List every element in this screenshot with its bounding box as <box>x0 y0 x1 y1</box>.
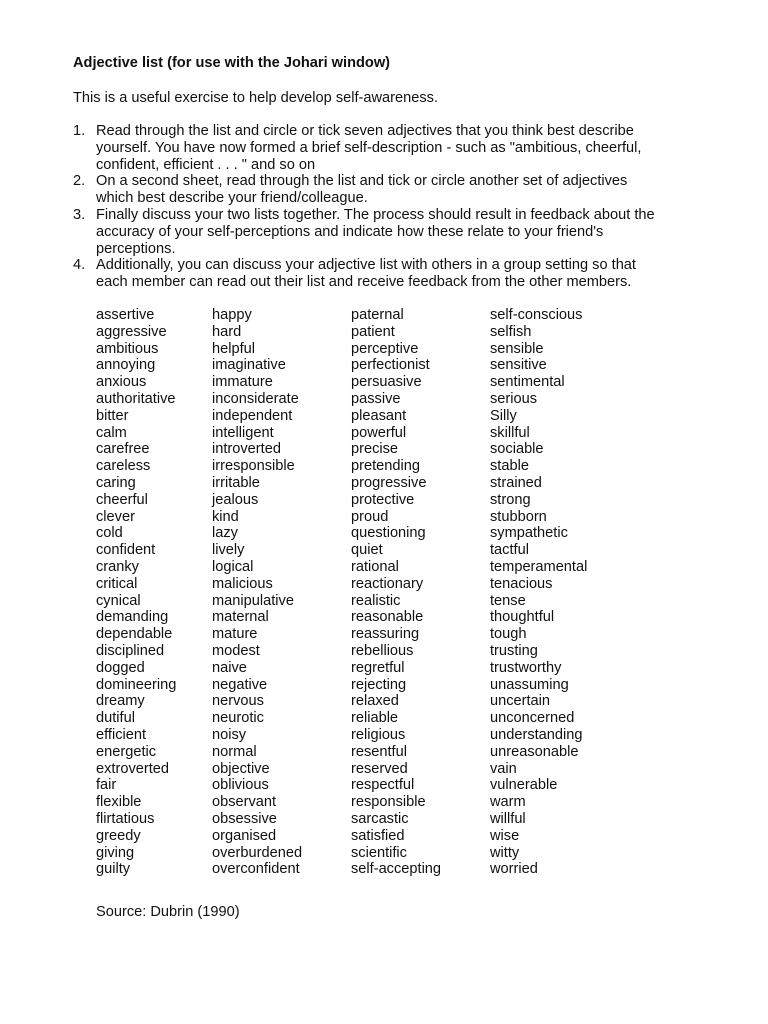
adjective-item: scientific <box>351 844 407 861</box>
adjective-item: extroverted <box>96 760 170 777</box>
instruction-step <box>73 207 713 257</box>
adjective-item: malicious <box>212 575 273 592</box>
adjective-item: jealous <box>212 491 259 508</box>
adjective-item: skillful <box>490 424 530 441</box>
source-citation: Source: Dubrin (1990) <box>96 904 240 920</box>
adjective-item: ambitious <box>96 340 159 357</box>
adjective-item: organised <box>212 827 277 844</box>
adjective-item: progressive <box>351 474 427 491</box>
adjective-item: immature <box>212 374 273 391</box>
step-line: each member can read out their list and receive feedback from the other members. <box>96 274 632 291</box>
adjective-item: fair <box>96 777 117 794</box>
adjective-item: understanding <box>490 726 583 743</box>
adjective-item: efficient <box>96 726 147 743</box>
adjective-item: reactionary <box>351 575 424 592</box>
adjective-item: strained <box>490 474 542 491</box>
adjective-item: unassuming <box>490 676 569 693</box>
adjective-item: tough <box>490 626 527 643</box>
adjective-item: resentful <box>351 743 407 760</box>
adjective-item: overconfident <box>212 861 300 878</box>
step-line: Read through the list and circle or tick seven adjectives that you think best describe <box>96 123 634 139</box>
adjective-item: modest <box>212 642 260 659</box>
adjective-item: willful <box>490 810 526 827</box>
adjective-item: dutiful <box>96 710 135 727</box>
adjective-item: unreasonable <box>490 743 579 760</box>
adjective-item: logical <box>212 558 254 575</box>
adjective-item: naive <box>212 659 247 676</box>
adjective-item: sentimental <box>490 374 565 391</box>
adjective-item: rejecting <box>351 676 407 693</box>
adjective-item: neurotic <box>212 710 264 727</box>
adjective-item: manipulative <box>212 592 294 609</box>
adjective-item: intelligent <box>212 424 274 441</box>
adjective-item: cheerful <box>96 491 148 508</box>
adjective-item: objective <box>212 760 270 777</box>
adjective-item: inconsiderate <box>212 390 299 407</box>
adjective-item: nervous <box>212 693 264 710</box>
step-number: 3. <box>73 206 86 223</box>
adjective-item: reserved <box>351 760 408 777</box>
adjective-item: reasonable <box>351 609 424 626</box>
adjective-item: introverted <box>212 441 281 458</box>
adjective-item: confident <box>96 542 156 559</box>
adjective-item: religious <box>351 726 406 743</box>
adjective-item: patient <box>351 323 395 340</box>
adjective-item: cranky <box>96 558 139 575</box>
adjective-item: relaxed <box>351 693 399 710</box>
adjective-item: overburdened <box>212 844 303 861</box>
adjective-item: tense <box>490 592 526 609</box>
adjective-item: helpful <box>212 340 256 357</box>
adjective-item: unconcerned <box>490 710 575 727</box>
adjective-item: stubborn <box>490 508 547 525</box>
adjective-item: calm <box>96 424 127 441</box>
adjective-item: independent <box>212 407 293 424</box>
instruction-step <box>73 123 713 173</box>
adjective-item: persuasive <box>351 374 422 391</box>
adjective-item: cold <box>96 525 123 542</box>
step-line: Additionally, you can discuss your adjective list with others in a group setting so that <box>96 257 636 274</box>
adjective-item: sarcastic <box>351 810 409 827</box>
adjective-item: guilty <box>96 861 131 878</box>
adjective-item: anxious <box>96 374 147 391</box>
adjective-item: clever <box>96 508 135 525</box>
adjective-item: happy <box>212 307 252 323</box>
step-line: On a second sheet, read through the list and tick or circle another set of adjectives <box>96 173 628 190</box>
adjective-item: kind <box>212 508 239 525</box>
adjective-item: rebellious <box>351 642 414 659</box>
step-line: Finally discuss your two lists together. The process should result in feedback about the <box>96 206 655 223</box>
adjective-item: dependable <box>96 626 173 643</box>
adjective-item: flexible <box>96 794 142 811</box>
adjective-item: tenacious <box>490 575 553 592</box>
adjective-item: responsible <box>351 794 426 811</box>
adjective-item: cynical <box>96 592 141 609</box>
adjective-item: aggressive <box>96 323 167 340</box>
adjective-item: trusting <box>490 642 538 659</box>
step-line: yourself. You have now formed a brief self-description - such as "ambitious, cheerful, <box>96 139 642 156</box>
adjective-item: tactful <box>490 542 529 559</box>
adjective-item: observant <box>212 794 277 811</box>
adjective-item: assertive <box>96 307 155 323</box>
adjective-item: normal <box>212 743 257 760</box>
adjective-item: reliable <box>351 710 399 727</box>
step-line: which best describe your friend/colleague. <box>96 190 368 207</box>
adjective-item: questioning <box>351 525 426 542</box>
adjective-item: selfish <box>490 323 532 340</box>
adjective-item: serious <box>490 390 538 407</box>
adjective-item: dogged <box>96 659 145 676</box>
adjective-item: reassuring <box>351 626 420 643</box>
adjective-item: dreamy <box>96 693 145 710</box>
adjective-item: strong <box>490 491 531 508</box>
step-line: accuracy of your self-perceptions and indicate how these relate to your friend's <box>96 223 604 240</box>
adjective-item: irresponsible <box>212 458 295 475</box>
adjective-column <box>96 307 176 878</box>
adjective-item: powerful <box>351 424 407 441</box>
adjective-item: regretful <box>351 659 405 676</box>
adjective-item: hard <box>212 323 242 340</box>
adjective-item: flirtatious <box>96 810 155 827</box>
adjective-item: perceptive <box>351 340 419 357</box>
step-number: 2. <box>73 173 86 190</box>
adjective-item: vain <box>490 760 517 777</box>
adjective-item: temperamental <box>490 558 588 575</box>
adjective-item: demanding <box>96 609 169 626</box>
adjective-item: disciplined <box>96 642 165 659</box>
adjective-item: imaginative <box>212 357 286 374</box>
adjective-item: warm <box>490 794 526 811</box>
adjective-item: annoying <box>96 357 156 374</box>
adjective-item: noisy <box>212 726 247 743</box>
adjective-item: self-conscious <box>490 307 583 323</box>
adjective-item: perfectionist <box>351 357 430 374</box>
page-title: Adjective list (for use with the Johari window) <box>73 55 391 71</box>
adjective-item: thoughtful <box>490 609 555 626</box>
adjective-item: sympathetic <box>490 525 568 542</box>
adjective-item: critical <box>96 575 138 592</box>
adjective-column <box>212 307 302 878</box>
adjective-item: witty <box>490 844 520 861</box>
adjective-item: quiet <box>351 542 383 559</box>
adjective-item: oblivious <box>212 777 269 794</box>
adjective-item: lively <box>212 542 245 559</box>
adjective-item: uncertain <box>490 693 551 710</box>
adjective-item: self-accepting <box>351 861 442 878</box>
step-number: 4. <box>73 257 86 274</box>
adjective-column <box>351 307 441 878</box>
intro-text: This is a useful exercise to help develop self-awareness. <box>73 90 439 106</box>
step-line: perceptions. <box>96 240 176 257</box>
instruction-step <box>73 173 713 207</box>
adjective-item: giving <box>96 844 135 861</box>
adjective-item: careless <box>96 458 151 475</box>
adjective-item: negative <box>212 676 268 693</box>
adjective-item: respectful <box>351 777 415 794</box>
adjective-item: precise <box>351 441 399 458</box>
adjective-item: wise <box>490 827 520 844</box>
adjective-item: sensible <box>490 340 544 357</box>
step-number: 1. <box>73 123 86 139</box>
adjective-item: proud <box>351 508 389 525</box>
adjective-item: irritable <box>212 474 260 491</box>
adjective-item: paternal <box>351 307 404 323</box>
adjective-column <box>490 307 587 878</box>
adjective-item: Silly <box>490 407 517 424</box>
adjective-item: pleasant <box>351 407 407 424</box>
adjective-item: sensitive <box>490 357 547 374</box>
adjective-item: sociable <box>490 441 544 458</box>
adjective-item: caring <box>96 474 136 491</box>
adjective-item: worried <box>490 861 538 878</box>
adjective-item: satisfied <box>351 827 405 844</box>
adjective-item: maternal <box>212 609 269 626</box>
adjective-item: passive <box>351 390 401 407</box>
adjective-item: carefree <box>96 441 150 458</box>
adjective-item: authoritative <box>96 390 176 407</box>
adjective-item: vulnerable <box>490 777 558 794</box>
adjective-item: trustworthy <box>490 659 562 676</box>
adjective-item: energetic <box>96 743 157 760</box>
adjective-item: protective <box>351 491 415 508</box>
adjective-item: stable <box>490 458 529 475</box>
adjective-item: obsessive <box>212 810 277 827</box>
adjective-item: pretending <box>351 458 420 475</box>
adjective-item: domineering <box>96 676 177 693</box>
step-line: confident, efficient . . . " and so on <box>96 156 316 173</box>
instruction-list <box>73 123 713 291</box>
adjective-item: mature <box>212 626 258 643</box>
adjective-item: realistic <box>351 592 401 609</box>
adjective-item: lazy <box>212 525 238 542</box>
adjective-item: greedy <box>96 827 141 844</box>
adjective-item: bitter <box>96 407 129 424</box>
adjective-item: rational <box>351 558 399 575</box>
instruction-step <box>73 257 713 291</box>
